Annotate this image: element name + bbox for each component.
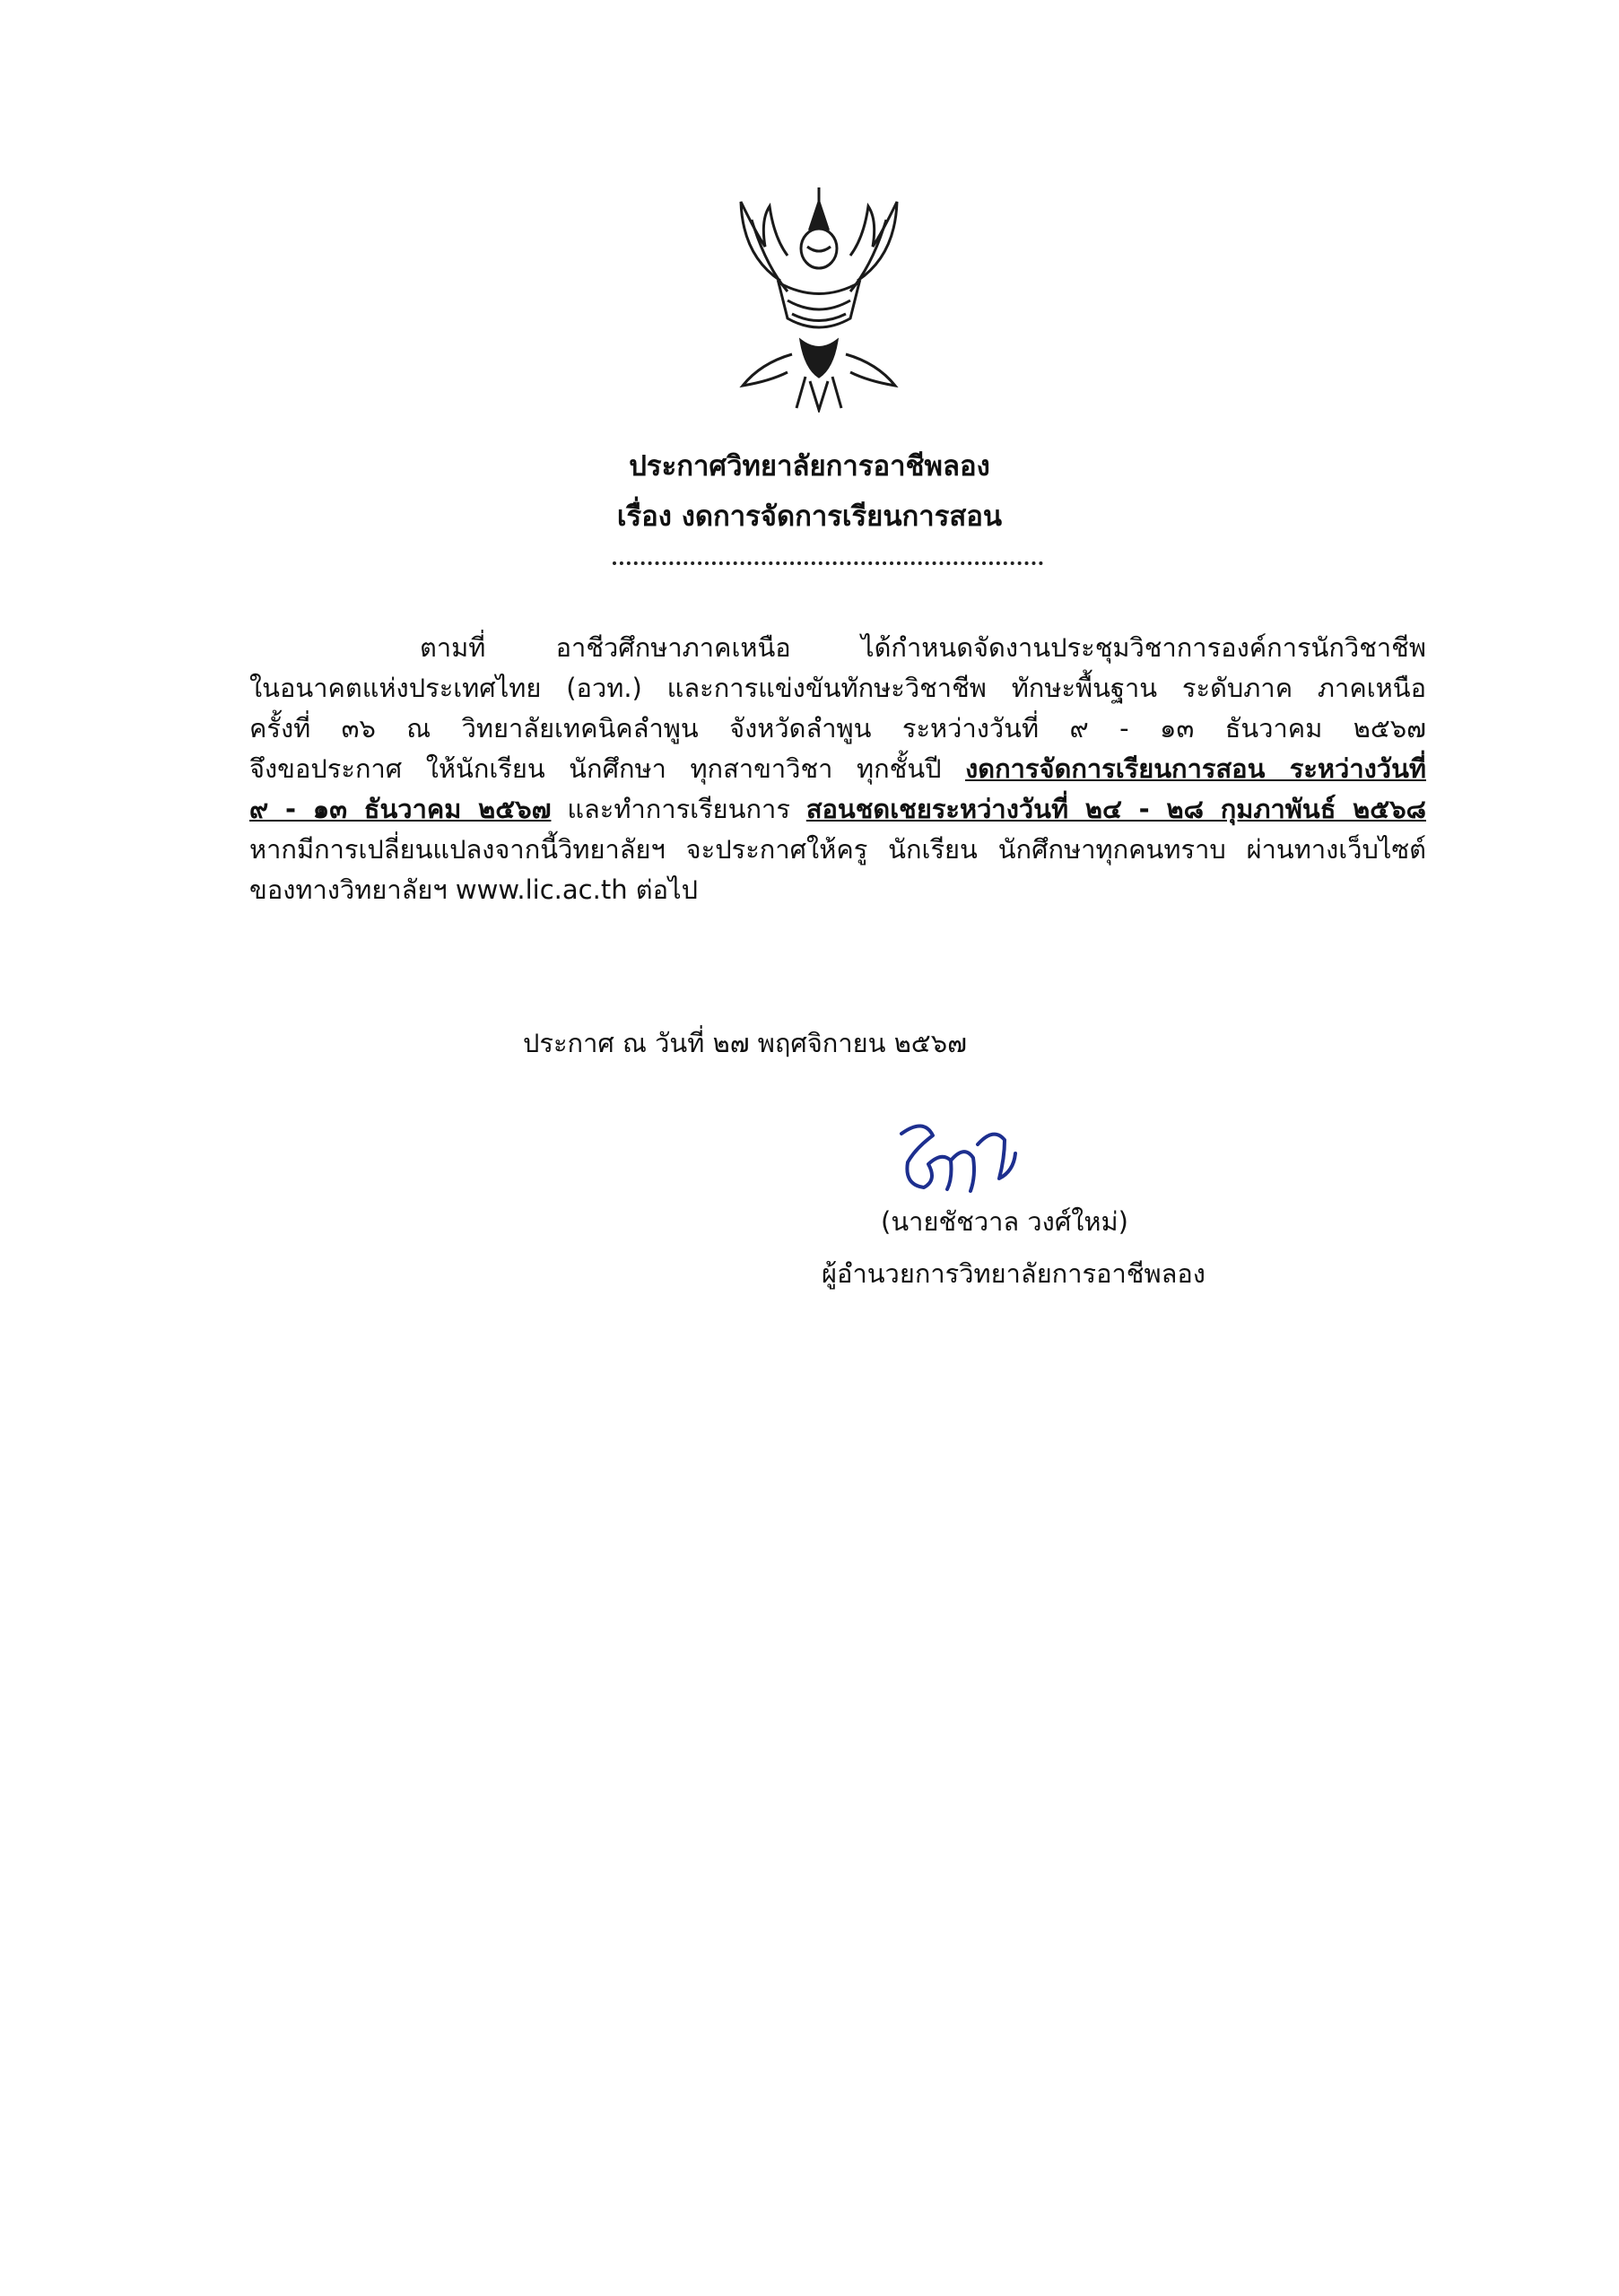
body-line-5 [249,789,1426,830]
suspension-dates: ๙ - ๑๓ ธันวาคม ๒๕๖๗ [249,794,552,824]
body-line-6: หากมีการเปลี่ยนแปลงจากนี้วิทยาลัยฯ จะประกาศให้ครู นักเรียน นักศึกษาทุกคนทราบ ผ่านทางเว็บไซต์ [249,834,1426,865]
body-line-2: ในอนาคตแห่งประเทศไทย (อวท.) และการแข่งขันทักษะวิชาชีพ ทักษะพื้นฐาน ระดับภาค ภาคเหนือ [249,673,1426,703]
garuda-emblem-icon [725,184,913,413]
signer-name: (นายชัชวาล วงศ์ใหม่) [881,1206,1128,1237]
makeup-class-dates: สอนชดเชยระหว่างวันที่ ๒๔ - ๒๘ กุมภาพันธ์ ๒๕๖๘ [805,794,1426,824]
announcement-date: ประกาศ ณ วันที่ ๒๗ พฤศจิกายน ๒๕๖๗ [523,1028,967,1058]
body-line-7: ของทางวิทยาลัยฯ www.lic.ac.th ต่อไป [249,874,699,905]
body-line-4-text: จึงขอประกาศ ให้นักเรียน นักศึกษา ทุกสาขาวิชา ทุกชั้นปี [249,753,942,784]
announcement-body [249,628,1426,910]
signer-position: ผู้อำนวยการวิทยาลัยการอาชีพลอง [822,1258,1206,1289]
signature-icon [888,1109,1023,1207]
body-line-4 [249,749,1426,789]
body-line-5-text: และทำการเรียนการ [567,794,790,824]
suspension-notice: งดการจัดการเรียนการสอน ระหว่างวันที่ [965,753,1426,784]
announcement-title: ประกาศวิทยาลัยการอาชีพลอง [629,450,990,483]
announcement-subject: เรื่อง งดการจัดการเรียนการสอน [616,500,1003,533]
dotted-divider [613,561,1043,565]
body-line-1: ตามที่ อาชีวศึกษาภาคเหนือ ได้กำหนดจัดงานประชุมวิชาการองค์การนักวิชาชีพ [420,632,1426,663]
body-line-3: ครั้งที่ ๓๖ ณ วิทยาลัยเทคนิคลำพูน จังหวัดลำพูน ระหว่างวันที่ ๙ - ๑๓ ธันวาคม ๒๕๖๗ [249,713,1426,744]
